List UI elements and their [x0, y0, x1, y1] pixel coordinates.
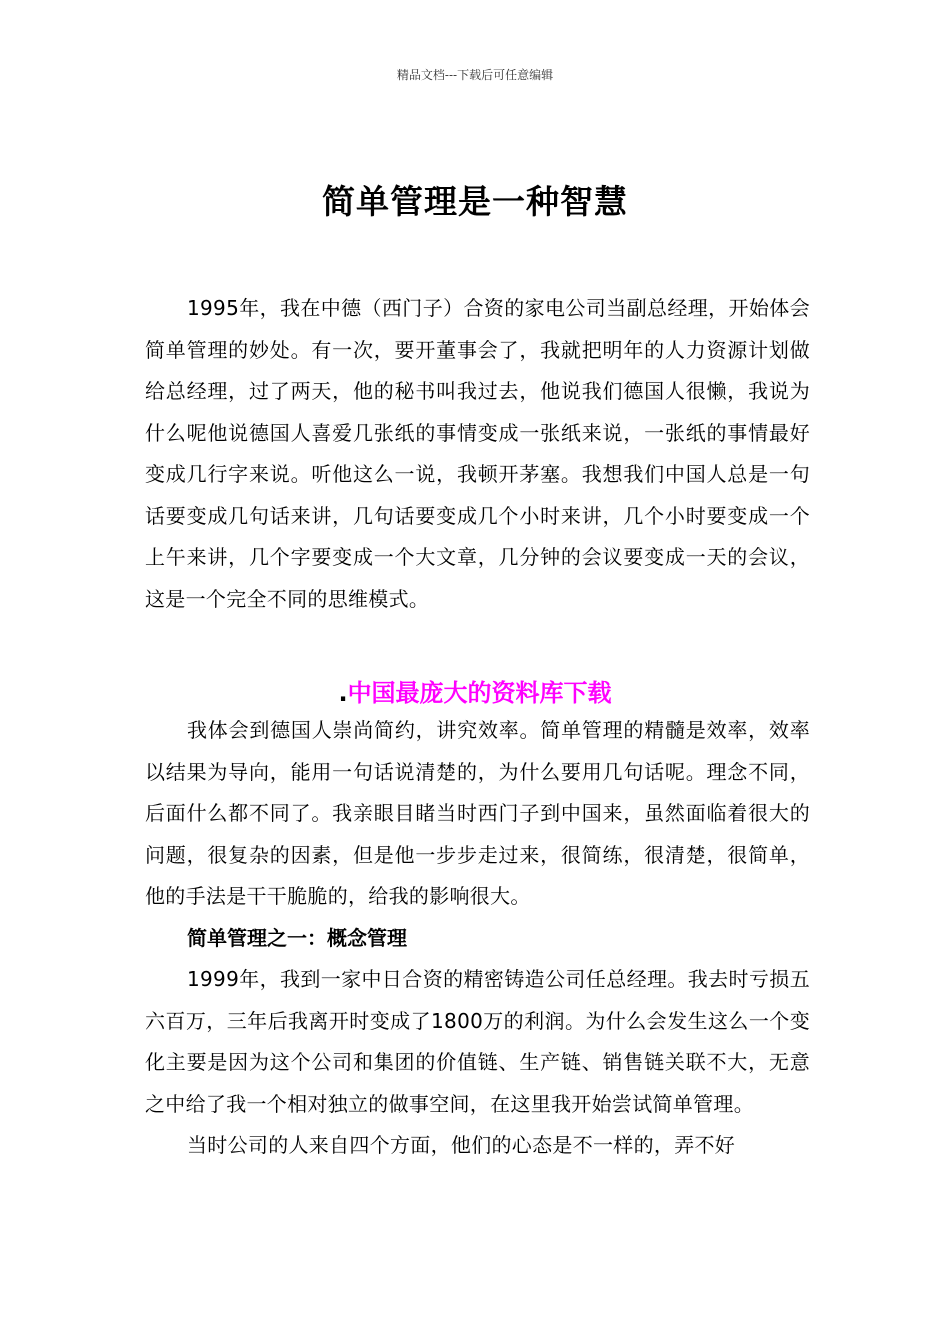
paragraph: 我体会到德国人崇尚简约，讲究效率。简单管理的精髓是效率，效率以结果为导向，能用一句话说清楚的，为什么要用几句话呢。理念不同，后面什么都不同了。我亲眼目睹当时西门子到中国来，虽然面临着很大的问题，很复杂的因素，但是他一步步走过来，很简练，很清楚，很简单，他的手法是干干脆脆的，给我的影响很大。 [145, 718, 810, 908]
link-bullet: . [338, 679, 348, 707]
section-subheading: 简单管理之一：概念管理 [187, 925, 407, 950]
page-header: 精品文档---下载后可任意编辑 [396, 68, 554, 82]
promo-link[interactable]: 中国最庞大的资料库下载 [347, 679, 612, 707]
promo-link-line [0, 673, 950, 713]
paragraph: 1999年，我到一家中日合资的精密铸造公司任总经理。我去时亏损五六百万，三年后我离开时变成了1800万的利润。为什么会发生这么一个变化主要是因为这个公司和集团的价值链、生产链、销售链关联不大，无意之中给了我一个相对独立的做事空间，在这里我开始尝试简单管理。 [145, 967, 810, 1116]
paragraph: 当时公司的人来自四个方面，他们的心态是不一样的，弄不好 [187, 1133, 736, 1157]
page-title: 简单管理是一种智慧 [322, 182, 628, 221]
body-section-1 [145, 288, 810, 620]
body-section-2 [145, 710, 810, 1167]
paragraph: 1995年，我在中德（西门子）合资的家电公司当副总经理，开始体会简单管理的妙处。有一次，要开董事会了，我就把明年的人力资源计划做给总经理，过了两天，他的秘书叫我过去，他说我们德国人很懒，我说为什么呢他说德国人喜爱几张纸的事情变成一张纸来说，一张纸的事情最好变成几行字来说。听他这么一说，我顿开茅塞。我想我们中国人总是一句话要变成几句话来讲，几句话要变成几个小时来讲，几个小时要变成一个上午来讲，几个字要变成一个大文章，几分钟的会议要变成一天的会议，这是一个完全不同的思维模式。 [145, 296, 810, 611]
